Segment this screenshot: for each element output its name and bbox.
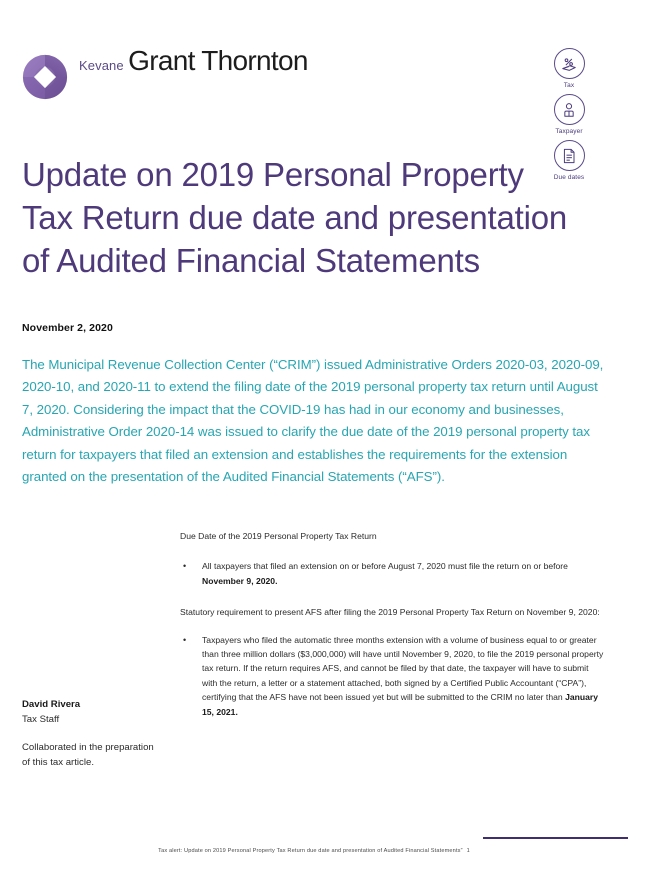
section-heading-due-date: Due Date of the 2019 Personal Property Tax Return <box>180 531 377 541</box>
tax-percent-icon <box>554 48 585 79</box>
list-item <box>180 633 605 719</box>
bullet-glyph-icon: • <box>183 561 187 572</box>
brand-kevane-label: Kevane <box>79 58 124 73</box>
grant-thornton-swirl-logo-icon <box>22 54 68 100</box>
rail-label-tax: Tax <box>563 82 575 89</box>
taxpayer-person-icon <box>554 94 585 125</box>
author-note: Collaborated in the preparation of this tax article. <box>22 742 154 768</box>
bullet-2-text <box>202 633 605 719</box>
author-block <box>22 698 162 770</box>
section-heading-afs-requirement: Statutory requirement to present AFS after filing the 2019 Personal Property Tax Return on November 9, 2020: <box>180 607 600 618</box>
intro-paragraph: The Municipal Revenue Collection Center (“CRIM”) issued Administrative Orders 2020-03, 2020-09, 2020-10, and 2020-11 to extend the filing date of the 2019 personal property tax return until August 7, 2020. Considering the impact that the COVID-19 has had in our economy and businesses, Administrative Order 2020-14 was issued to clarify the due date of the 2019 personal property tax return for taxpayers that filed an extension and establishes the requirements for the extension granted on the presentation of the Audited Financial Statements (“AFS”). <box>22 357 604 485</box>
page-title: Update on 2019 Personal Property Tax Return due date and presentation of Audited Financial Statements <box>22 156 568 280</box>
brand-grant-thornton-label: Grant Thornton <box>128 45 308 76</box>
publish-date: November 2, 2020 <box>22 322 113 334</box>
rail-item-tax <box>554 48 585 89</box>
footer <box>0 848 628 854</box>
footer-divider <box>483 837 628 839</box>
bullet-2-lead: Taxpayers who filed the automatic three months extension with a volume of business equal to or greater than three million dollars ($3,000,000) will have until November 9, 2020, to file the 2019 personal property tax return. If the return requires AFS, and cannot be filed by that date, the taxpayer will have to submit with the return, a letter or a statement attached, both signed by a Certified Public Accountant (“CPA”), certifying that the AFS have not been issued yet but will be submitted to the CRIM no later than <box>202 634 604 703</box>
bullet-1-deadline: November 9, 2020. <box>202 575 278 586</box>
document-header <box>22 38 628 181</box>
rail-label-due-dates: Due dates <box>553 174 585 181</box>
author-role: Tax Staff <box>22 713 60 725</box>
bullet-1-lead: All taxpayers that filed an extension on or before August 7, 2020 must file the return on or before <box>202 561 568 572</box>
brand-logo <box>22 42 308 100</box>
page-number: 1 <box>466 848 470 854</box>
bullet-2-deadline: January 15, 2021. <box>202 692 599 717</box>
rail-item-taxpayer <box>554 94 585 135</box>
brand-wordmark <box>78 42 308 76</box>
bullet-glyph-icon: • <box>183 634 187 645</box>
body-content <box>180 529 605 736</box>
rail-label-taxpayer: Taxpayer <box>555 128 583 135</box>
list-item <box>180 559 605 588</box>
bullet-1-text <box>202 559 605 588</box>
footer-title: Tax alert: Update on 2019 Personal Property Tax Return due date and presentation of Audited Financial Statements” <box>158 848 463 854</box>
author-name: David Rivera <box>22 699 81 710</box>
